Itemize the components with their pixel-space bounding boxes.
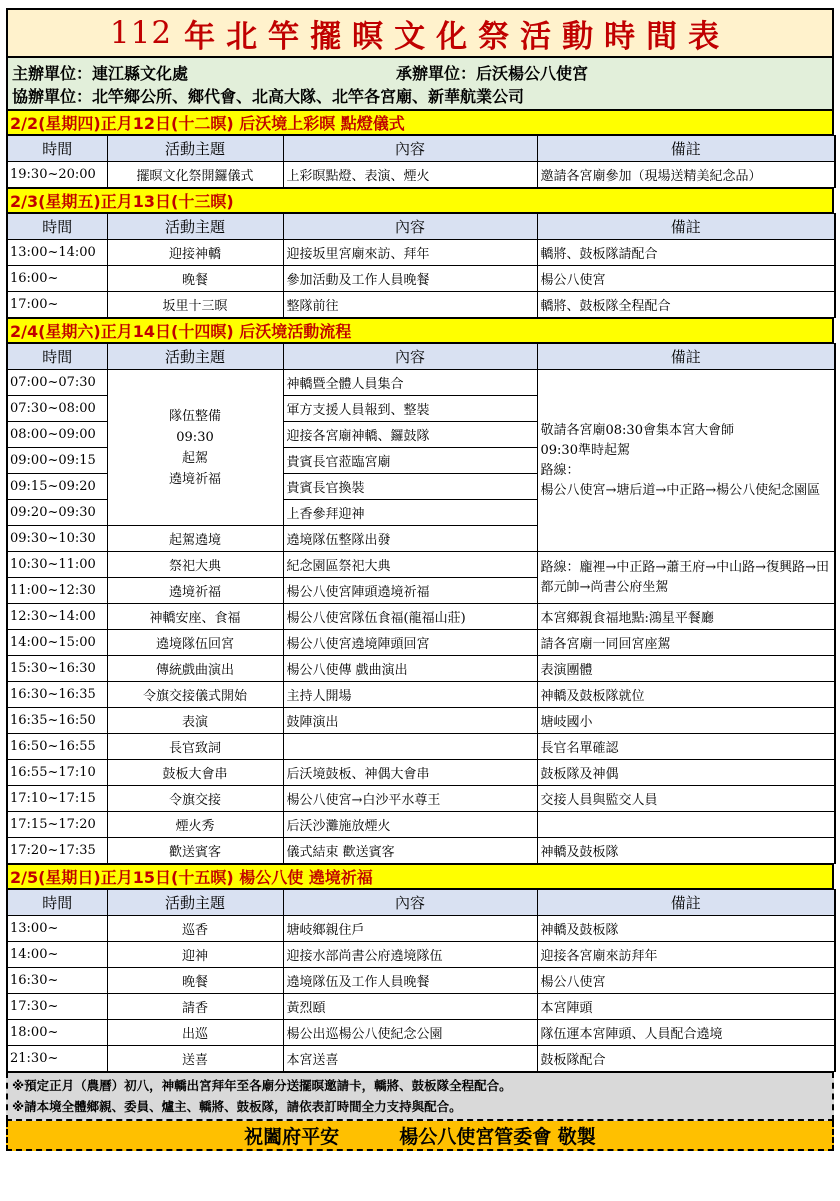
remark-line: 09:30準時起駕	[540, 442, 630, 458]
content-cell: 紀念園區祭祀大典	[283, 552, 537, 578]
time-cell: 17:10~17:15	[7, 786, 107, 812]
table-row	[7, 734, 835, 760]
time-cell: 16:55~17:10	[7, 760, 107, 786]
theme-cell: 送喜	[107, 1046, 283, 1072]
merged-theme-line: 09:30	[176, 429, 214, 445]
table-row	[7, 968, 835, 994]
table-row	[7, 292, 835, 318]
executor-unit: 承辦單位：后沃楊公八使宮	[396, 64, 589, 83]
header-content: 內容	[283, 136, 537, 162]
time-cell: 09:15~09:20	[7, 474, 107, 500]
table-row	[7, 552, 835, 578]
content-cell: 楊公八使宮遶境陣頭回宮	[283, 630, 537, 656]
table-row	[7, 1046, 835, 1072]
content-cell: 楊公八使宮陣頭遶境祈福	[283, 578, 537, 604]
time-cell: 10:30~11:00	[7, 552, 107, 578]
theme-cell: 遶境隊伍回宮	[107, 630, 283, 656]
schedule-sheet	[6, 8, 834, 1196]
header-content: 內容	[283, 890, 537, 916]
merged-theme-line: 起駕	[181, 450, 208, 466]
theme-cell: 鼓板大會串	[107, 760, 283, 786]
content-cell: 楊公出巡楊公八使紀念公園	[283, 1020, 537, 1046]
table-row	[7, 708, 835, 734]
remark-cell: 交接人員與監交人員	[537, 786, 835, 812]
theme-cell: 歡送賓客	[107, 838, 283, 864]
day4-title: 2/5(星期日)正月15日(十五暝) 楊公八使 遶境祈福	[6, 864, 834, 889]
header-time: 時間	[7, 344, 107, 370]
theme-cell: 起駕遶境	[107, 526, 283, 552]
remark-cell: 請各宮廟一同回宮座駕	[537, 630, 835, 656]
content-cell: 本宮送喜	[283, 1046, 537, 1072]
remark-line: 楊公八使宮→塘后道→中正路→楊公八使紀念園區	[540, 482, 821, 498]
table-row	[7, 266, 835, 292]
time-cell: 09:30~10:30	[7, 526, 107, 552]
content-cell: 迎接各宮廟神轎、鑼鼓隊	[283, 422, 537, 448]
theme-cell: 煙火秀	[107, 812, 283, 838]
table-row	[7, 370, 835, 396]
table-header	[7, 136, 835, 162]
time-cell: 17:15~17:20	[7, 812, 107, 838]
header-remark: 備註	[537, 136, 835, 162]
content-cell: 塘岐鄉親住戶	[283, 916, 537, 942]
header-theme: 活動主題	[107, 136, 283, 162]
theme-cell: 出巡	[107, 1020, 283, 1046]
remark-line: 路線：	[540, 462, 580, 478]
table-row	[7, 812, 835, 838]
remark-cell: 表演團體	[537, 656, 835, 682]
content-cell: 楊公八使傳 戲曲演出	[283, 656, 537, 682]
content-cell: 遶境隊伍整隊出發	[283, 526, 537, 552]
time-cell: 16:30~	[7, 968, 107, 994]
time-cell: 14:00~	[7, 942, 107, 968]
header-content: 內容	[283, 344, 537, 370]
header-time: 時間	[7, 214, 107, 240]
merged-theme-line: 遶境祈福	[168, 471, 221, 487]
header-time: 時間	[7, 890, 107, 916]
table-row	[7, 786, 835, 812]
footer-blessing: 祝闔府平安	[244, 1125, 340, 1148]
title-text: 年北竿擺暝文化祭活動時間表	[184, 18, 731, 55]
remark-cell: 楊公八使宮	[537, 266, 835, 292]
time-cell: 16:35~16:50	[7, 708, 107, 734]
content-cell: 后沃沙灘施放煙火	[283, 812, 537, 838]
table-header	[7, 344, 835, 370]
theme-cell: 長官致詞	[107, 734, 283, 760]
content-cell: 遶境隊伍及工作人員晚餐	[283, 968, 537, 994]
day3-table	[6, 343, 836, 864]
footer-banner	[6, 1121, 834, 1151]
time-cell: 09:20~09:30	[7, 500, 107, 526]
time-cell: 08:00~09:00	[7, 422, 107, 448]
theme-cell: 晚餐	[107, 266, 283, 292]
time-cell: 16:30~16:35	[7, 682, 107, 708]
table-header	[7, 890, 835, 916]
time-cell: 11:00~12:30	[7, 578, 107, 604]
content-cell: 整隊前往	[283, 292, 537, 318]
time-cell: 16:00~	[7, 266, 107, 292]
time-cell: 14:00~15:00	[7, 630, 107, 656]
time-cell: 21:30~	[7, 1046, 107, 1072]
remark-cell: 邀請各宮廟參加（現場送精美紀念品）	[537, 162, 835, 188]
notes-block	[6, 1072, 834, 1121]
time-cell: 19:30~20:00	[7, 162, 107, 188]
header-content: 內容	[283, 214, 537, 240]
theme-cell: 擺暝文化祭開鑼儀式	[107, 162, 283, 188]
table-row	[7, 916, 835, 942]
remark-cell: 轎將、鼓板隊請配合	[537, 240, 835, 266]
day1-table	[6, 135, 836, 188]
table-header	[7, 214, 835, 240]
time-cell: 17:20~17:35	[7, 838, 107, 864]
theme-cell: 遶境祈福	[107, 578, 283, 604]
header-theme: 活動主題	[107, 344, 283, 370]
header-remark: 備註	[537, 344, 835, 370]
remark-cell: 隊伍運本宮陣頭、人員配合遶境	[537, 1020, 835, 1046]
content-cell: 楊公八使宮→白沙平水尊王	[283, 786, 537, 812]
remark-cell: 本宮鄉親食福地點:鴻星平餐廳	[537, 604, 835, 630]
table-row	[7, 838, 835, 864]
table-row	[7, 240, 835, 266]
theme-cell: 令旗交接	[107, 786, 283, 812]
content-cell: 黃烈頤	[283, 994, 537, 1020]
day3-title: 2/4(星期六)正月14日(十四暝) 后沃境活動流程	[6, 318, 834, 343]
remark-cell-merged	[537, 370, 835, 552]
time-cell: 15:30~16:30	[7, 656, 107, 682]
organizers-block	[6, 58, 834, 110]
table-row	[7, 1020, 835, 1046]
theme-cell: 迎接神轎	[107, 240, 283, 266]
theme-cell: 祭祀大典	[107, 552, 283, 578]
content-cell: 軍方支援人員報到、整裝	[283, 396, 537, 422]
time-cell: 12:30~14:00	[7, 604, 107, 630]
table-row	[7, 994, 835, 1020]
theme-cell: 傳統戲曲演出	[107, 656, 283, 682]
remark-line: 敬請各宮廟08:30會集本宮大會師	[540, 422, 734, 438]
remark-cell: 塘岐國小	[537, 708, 835, 734]
theme-cell-merged	[107, 370, 283, 526]
merged-theme-line: 隊伍整備	[168, 408, 221, 424]
theme-cell: 神轎安座、食福	[107, 604, 283, 630]
note-line: ※預定正月（農曆）初八，神轎出宮拜年至各廟分送擺暝邀請卡，轎將、鼓板隊全程配合。	[12, 1078, 512, 1093]
remark-cell: 本宮陣頭	[537, 994, 835, 1020]
time-cell: 17:00~	[7, 292, 107, 318]
remark-cell: 神轎及鼓板隊	[537, 838, 835, 864]
co-organizers: 協辦單位：北竿鄉公所、鄉代會、北高大隊、北竿各宮廟、新華航業公司	[12, 87, 525, 106]
content-cell: 貴賓長官蒞臨宮廟	[283, 448, 537, 474]
content-cell: 迎接水部尚書公府遶境隊伍	[283, 942, 537, 968]
content-cell: 神轎暨全體人員集合	[283, 370, 537, 396]
table-row	[7, 162, 835, 188]
time-cell: 07:30~08:00	[7, 396, 107, 422]
content-cell: 后沃境鼓板、神偶大會串	[283, 760, 537, 786]
theme-cell: 坂里十三暝	[107, 292, 283, 318]
content-cell: 迎接坂里宮廟來訪、拜年	[283, 240, 537, 266]
day2-table	[6, 213, 836, 318]
table-row	[7, 630, 835, 656]
theme-cell: 請香	[107, 994, 283, 1020]
content-cell: 主持人開場	[283, 682, 537, 708]
theme-cell: 令旗交接儀式開始	[107, 682, 283, 708]
theme-cell: 迎神	[107, 942, 283, 968]
content-cell	[283, 734, 537, 760]
note-line: ※請本境全體鄉親、委員、爐主、轎將、鼓板隊，請依表訂時間全力支持與配合。	[12, 1099, 462, 1114]
remark-cell: 長官名單確認	[537, 734, 835, 760]
header-remark: 備註	[537, 214, 835, 240]
remark-cell: 轎將、鼓板隊全程配合	[537, 292, 835, 318]
time-cell: 17:30~	[7, 994, 107, 1020]
header-theme: 活動主題	[107, 214, 283, 240]
table-row	[7, 760, 835, 786]
table-row	[7, 604, 835, 630]
remark-cell: 鼓板隊配合	[537, 1046, 835, 1072]
table-row	[7, 656, 835, 682]
time-cell: 13:00~14:00	[7, 240, 107, 266]
theme-cell: 晚餐	[107, 968, 283, 994]
title-year: 112	[109, 15, 173, 51]
day2-title: 2/3(星期五)正月13日(十三暝)	[6, 188, 834, 213]
table-row	[7, 682, 835, 708]
footer-signature: 楊公八使宮管委會 敬製	[399, 1125, 596, 1148]
remark-cell: 楊公八使宮	[537, 968, 835, 994]
remark-cell: 神轎及鼓板隊就位	[537, 682, 835, 708]
time-cell: 07:00~07:30	[7, 370, 107, 396]
content-cell: 上香參拜迎神	[283, 500, 537, 526]
time-cell: 09:00~09:15	[7, 448, 107, 474]
remark-cell-merged: 路線：龐裡→中正路→蕭王府→中山路→復興路→田都元帥→尚書公府坐駕	[537, 552, 835, 604]
page-title	[6, 8, 834, 58]
content-cell: 上彩暝點燈、表演、煙火	[283, 162, 537, 188]
time-cell: 18:00~	[7, 1020, 107, 1046]
theme-cell: 表演	[107, 708, 283, 734]
remark-cell	[537, 812, 835, 838]
content-cell: 貴賓長官換裝	[283, 474, 537, 500]
header-theme: 活動主題	[107, 890, 283, 916]
day1-title: 2/2(星期四)正月12日(十二暝) 后沃境上彩暝 點燈儀式	[6, 110, 834, 135]
time-cell: 16:50~16:55	[7, 734, 107, 760]
header-remark: 備註	[537, 890, 835, 916]
day4-table	[6, 889, 836, 1072]
header-time: 時間	[7, 136, 107, 162]
remark-cell: 迎接各宮廟來訪拜年	[537, 942, 835, 968]
remark-cell: 鼓板隊及神偶	[537, 760, 835, 786]
content-cell: 儀式結束 歡送賓客	[283, 838, 537, 864]
content-cell: 參加活動及工作人員晚餐	[283, 266, 537, 292]
remark-cell: 神轎及鼓板隊	[537, 916, 835, 942]
table-row	[7, 942, 835, 968]
theme-cell: 巡香	[107, 916, 283, 942]
time-cell: 13:00~	[7, 916, 107, 942]
host-unit: 主辦單位：連江縣文化處	[12, 64, 189, 83]
content-cell: 鼓陣演出	[283, 708, 537, 734]
content-cell: 楊公八使宮隊伍食福(龍福山莊)	[283, 604, 537, 630]
